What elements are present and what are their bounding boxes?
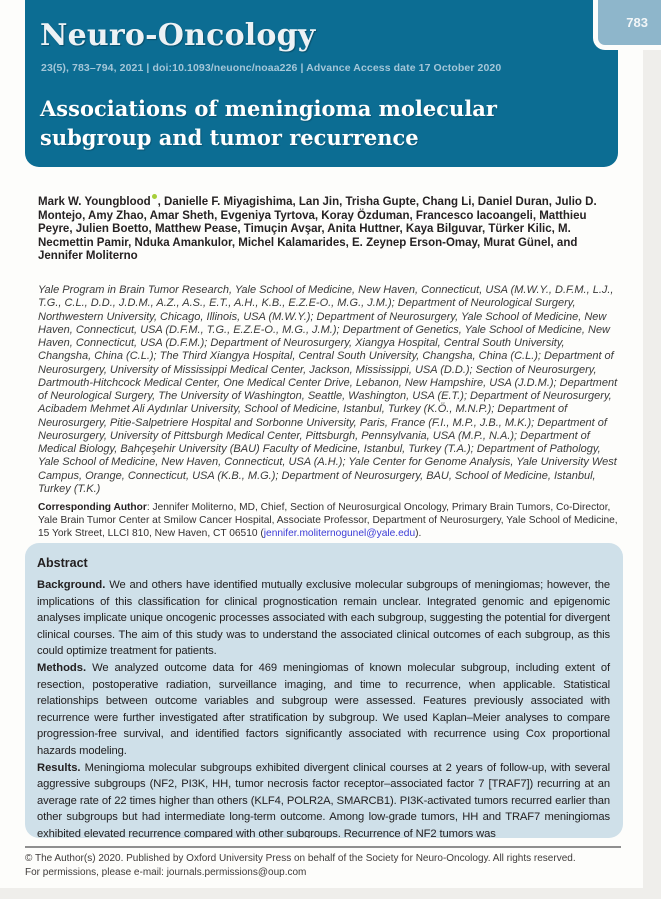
affiliations-text: Yale Program in Brain Tumor Research, Yale School of Medicine, New Haven, Connecticut, USA (M.W.Y., D.F.M., L.J., T.G., C.L., D.D., J.D.M., A.Z., A.S., E.T., A.H., K.B., E.Z.E-O., M.G., J.M.); Department of Neurological Surgery, Northwestern University, Chicago, Illinois, USA (M.W.Y.); Department of Neurosurgery, Yale School of Medicine, New Haven, Connecticut, USA (D.F.M., T.G., E.Z.E-O., M.G., J.M.); Department of Genetics, Yale School of Medicine, New Haven, Connecticut, USA (D.F.M.); Department of Neurosurgery, Xiangya Hospital, Central South University, Changsha, China (C.L.); The Third Xiangya Hospital, Central South University, Changsha, China (C.L.); Department of Neurosurgery, University of Mississippi Medical Center, Jackson, Mississippi, USA (D.D.); Section of Neurosurgery, Dartmouth-Hitchcock Medical Center, One Medical Center Drive, Lebanon, New Hampshire, USA (J.D.M.); Department of Neurological Surgery, The University of Washington, Seattle, Washington, USA (E.T.); Department of Neurosurgery, Acibadem Mehmet Ali Aydınlar University, School of Medicine, Istanbul, Turkey (K.Ö., M.N.P.); Department of Neurosurgery, Pitie-Salpetriere Hospital and Sorbonne University, Paris, France (F.I., M.P., J.B., M.K.); Department of Neurosurgery, University of Pittsburgh Medical Center, Pittsburgh, Pennsylvania, USA (M.P., N.A.); Department of Medical Biology, Bahçeşehir University (BAU) Faculty of Medicine, Istanbul, Turkey (T.A.); Department of Pathology, Yale School of Medicine, New Haven, Connecticut, USA (A.H.); Yale Center for Genome Analysis, Yale University West Campus, Orange, Connecticut, USA (K.B., M.G.); Department of Neurosurgery, BAU, School of Medicine, Istanbul, Turkey (T.K.)	[38, 284, 618, 495]
methods-text: We analyzed outcome data for 469 meningiomas of known molecular subgroup, including extent of resection, postoperative radiation, surveillance imaging, and time to recurrence, when applicable. Statistical relationships between outcome variables and subgroup were assessed. Features previously associated with recurrence were further investigated after stratification by subgroup. We used Kaplan–Meier analyses to compare progression-free survival, and identified factors significantly associated with recurrence using Cox proportional hazards modeling.	[37, 661, 610, 757]
methods-label: Methods.	[37, 661, 87, 674]
footer-copyright: © The Author(s) 2020. Published by Oxford University Press on behalf of the Society for Neuro-Oncology. All rights reserved.	[25, 853, 576, 864]
abstract-box	[25, 543, 623, 838]
corresponding-author-text: : Jennifer Moliterno, MD, Chief, Section of Neurosurgical Oncology, Primary Brain Tumors, Co-Director, Yale Brain Tumor Center at Smilow Cancer Hospital, Associate Professor, Department of Neurosurgery, Yale School of Medicine, 15 York Street, LLCI 810, New Haven, CT 06510 (	[38, 502, 618, 539]
article-title: Associations of meningioma molecular subgroup and tumor recurrence	[40, 96, 497, 150]
corresponding-author-label: Corresponding Author	[38, 502, 147, 513]
page-right-edge	[643, 50, 661, 899]
abstract-paragraph-background	[37, 577, 610, 660]
background-label: Background.	[37, 579, 106, 591]
email-link[interactable]: jennifer.moliternogunel@yale.edu	[263, 527, 416, 539]
journal-title: Neuro-Oncology	[40, 18, 316, 53]
abstract-paragraph-methods	[37, 660, 610, 760]
footer-divider	[25, 846, 621, 848]
background-text: We and others have identified mutually exclusive molecular subgroups of meningiomas; however, the implications of this classification for clinical prognostication remain unclear. Integrated genomic and epigenomic analyses implicate unique oncogenic processes associated with each subgroup, suggesting the potential for divergent clinical courses. The aim of this study was to understand the associated clinical outcomes of each subgroup, as this could optimize treatment for patients.	[37, 579, 610, 658]
first-author: Mark W. Youngblood	[38, 196, 151, 208]
footer	[25, 852, 625, 879]
abstract-paragraph-results	[37, 760, 610, 838]
results-text: Meningioma molecular subgroups exhibited divergent clinical courses at 2 years of follow-up, with several aggressive subgroups (NF2, PI3K, HH, tumor necrosis factor receptor–associated factor 7 [TRAF7]) recurring at an average rate of 22 times higher than others (KLF4, POLR2A, SMARCB1). PI3K-activated tumors recurred earlier than other subgroups but had intermediate long-term outcome. Among low-grade tumors, HH and TRAF7 meningiomas exhibited elevated recurrence compared with other subgroups. Recurrence of NF2 tumors was	[37, 761, 610, 838]
corresponding-author-block	[38, 502, 618, 540]
corresponding-author-text-after: ).	[415, 527, 422, 539]
footer-permissions: For permissions, please e-mail: journals.permissions@oup.com	[25, 866, 307, 878]
journal-banner	[25, 0, 618, 167]
page-number-tab	[593, 0, 661, 50]
abstract-heading: Abstract	[37, 556, 88, 570]
results-label: Results.	[37, 761, 81, 774]
orcid-icon[interactable]	[152, 194, 157, 199]
author-list	[38, 194, 614, 264]
citation-line: 23(5), 783–794, 2021 | doi:10.1093/neuonc/noaa226 | Advance Access date 17 October 2020	[41, 62, 502, 74]
author-list-rest: , Danielle F. Miyagishima, Lan Jin, Trisha Gupte, Chang Li, Daniel Duran, Julio D. Montejo, Amy Zhao, Amar Sheth, Evgeniya Tyrtova, Koray Özduman, Francesco Iacoangeli, Matthieu Peyre, Julien Boetto, Matthew Pease, Timuçin Avşar, Anita Huttner, Kaya Bilguvar, Türker Kilic, M. Necmettin Pamir, Nduka Amankulor, Michel Kalamarides, E. Zeynep Erson-Omay, Murat Günel, and Jennifer Moliterno	[38, 196, 597, 262]
page-bottom-edge	[0, 888, 661, 899]
page-number: 783	[626, 15, 648, 30]
